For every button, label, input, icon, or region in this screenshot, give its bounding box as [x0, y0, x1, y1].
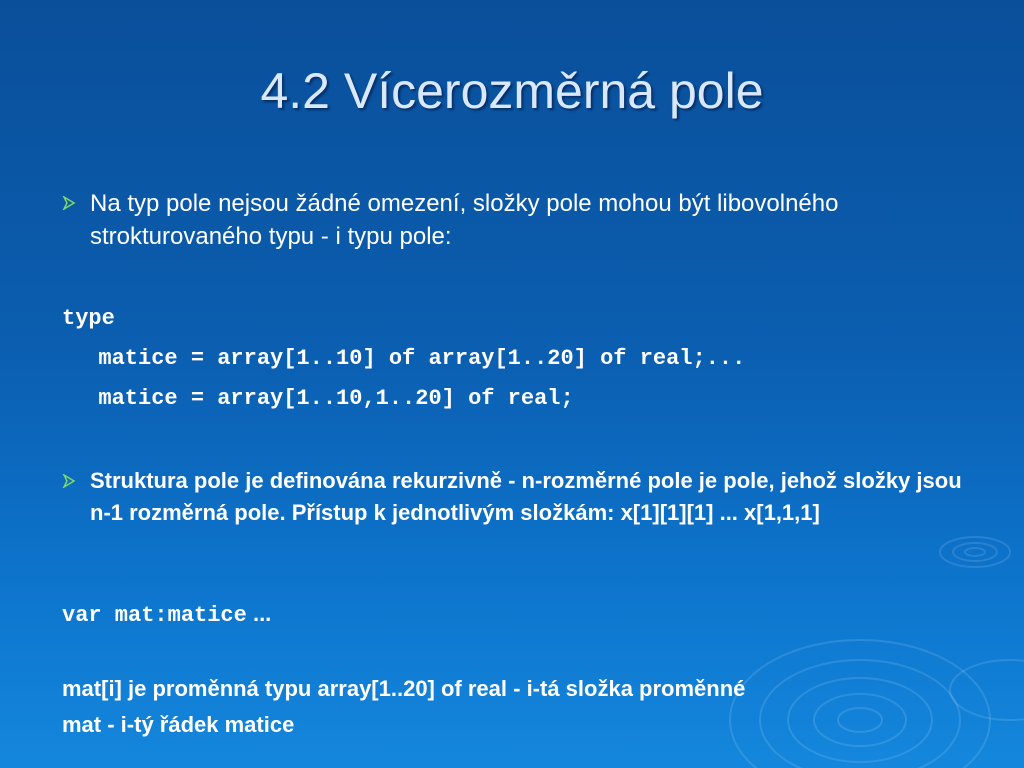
code-type-keyword: type [62, 306, 115, 331]
text-mat-row: mat - i-tý řádek matice [62, 712, 295, 737]
var-declaration-code: var mat:matice [62, 603, 247, 628]
slide-title: 4.2 Vícerozměrná pole [260, 63, 764, 119]
text-mat-i: mat[i] je proměnná typu array[1..20] of real - i-tá složka proměnné [62, 676, 746, 701]
code-line-1: matice = array[1..10] of array[1..20] of real;... [72, 346, 746, 371]
bullet-item-recursive-definition [62, 465, 962, 529]
arrow-right-bullet-icon [62, 187, 90, 253]
bullet-item-array-types [62, 187, 902, 253]
var-declaration-suffix: ... [246, 601, 272, 626]
var-declaration [62, 601, 271, 628]
bullet-text: Na typ pole nejsou žádné omezení, složky pole mohou být libovolného strokturovaného typu - i typu pole: [90, 190, 839, 250]
code-line-2: matice = array[1..10,1..20] of real; [72, 386, 574, 411]
arrow-right-bullet-icon [62, 465, 90, 529]
bullet-text: Struktura pole je definována rekurzivně - n-rozměrné pole je pole, jehož složky jsou n-1 rozměrná pole. Přístup k jednotlivým složkám: x[1][1][1] ... x[1,1,1] [90, 468, 962, 525]
